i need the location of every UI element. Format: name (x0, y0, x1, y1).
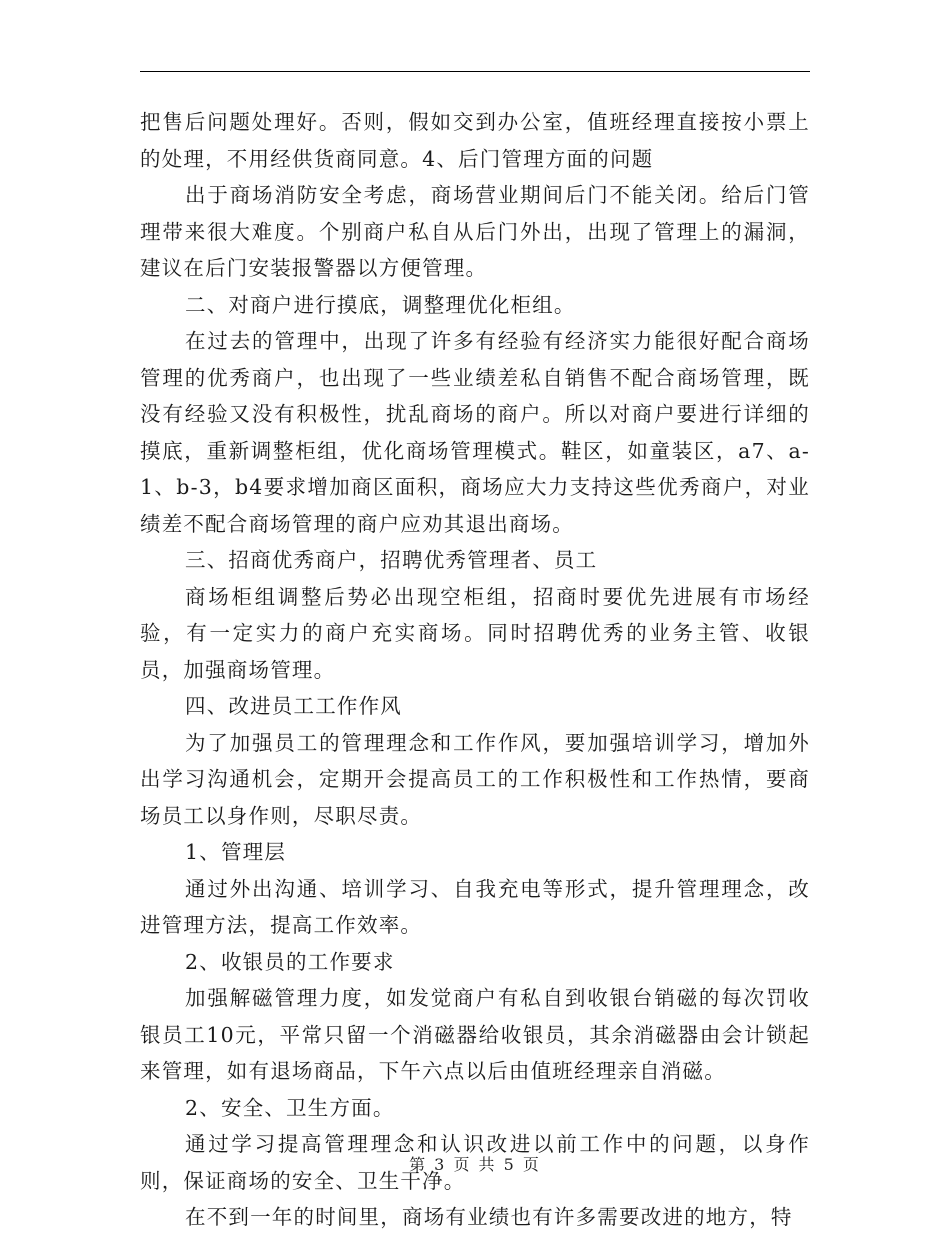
page-number-footer: 第 3 页 共 5 页 (409, 1155, 541, 1174)
section-heading-3: 三、招商优秀商户，招聘优秀管理者、员工 (185, 548, 598, 572)
paragraph-2: 出于商场消防安全考虑，商场营业期间后门不能关闭。给后门管理带来很大难度。个别商户私自从后门外出，出现了管理上的漏洞，建议在后门安装报警器以方便管理。 (140, 183, 810, 280)
subheading-safety: 2、安全、卫生方面。 (185, 1095, 395, 1120)
paragraph-6: 通过外出沟通、培训学习、自我充电等形式，提升管理理念，改进管理方法，提高工作效率。 (140, 876, 810, 937)
subheading-cashier: 2、收银员的工作要求 (185, 949, 395, 974)
section-heading-2: 二、对商户进行摸底，调整理优化柜组。 (185, 292, 576, 317)
paragraph-3: 在过去的管理中，出现了许多有经验有经济实力能很好配合商场管理的优秀商户，也出现了一些业绩差私自销售不配合商场管理，既没有经验又没有积极性，扰乱商场的商户。所以对商户要进行详细的摸底，重新调整柜组，优化商场管理模式。鞋区，如童装区，a7、a-1、b-3，b4要求增加商区面积，商场应大力支持这些优秀商户，对业绩差不配合商场管理的商户应劝其退出商场。 (140, 329, 810, 536)
document-body (140, 104, 810, 1236)
paragraph-8: 通过学习提高管理理念和认识改进以前工作中的问题，以身作则，保证商场的安全、卫生干净。 (140, 1132, 810, 1193)
subheading-management: 1、管理层 (185, 840, 287, 864)
header-rule (140, 71, 810, 72)
paragraph-1: 把售后问题处理好。否则，假如交到办公室，值班经理直接按小票上的处理，不用经供货商同意。4、后门管理方面的问题 (140, 110, 810, 171)
paragraph-4: 商场柜组调整后势必出现空柜组，招商时要优先进展有市场经验，有一定实力的商户充实商场。同时招聘优秀的业务主管、收银员，加强商场管理。 (140, 584, 810, 682)
paragraph-5: 为了加强员工的管理理念和工作作风，要加强培训学习，增加外出学习沟通机会，定期开会提高员工的工作积极性和工作热情，要商场员工以身作则，尽职尽责。 (140, 730, 810, 828)
section-heading-4: 四、改进员工工作作风 (185, 694, 402, 718)
paragraph-9: 在不到一年的时间里，商场有业绩也有许多需要改进的地方，特 (185, 1205, 793, 1229)
paragraph-7: 加强解磁管理力度，如发觉商户有私自到收银台销磁的每次罚收银员工10元，平常只留一个消磁器给收银员，其余消磁器由会计锁起来管理，如有退场商品，下午六点以后由值班经理亲自消磁。 (140, 986, 810, 1083)
